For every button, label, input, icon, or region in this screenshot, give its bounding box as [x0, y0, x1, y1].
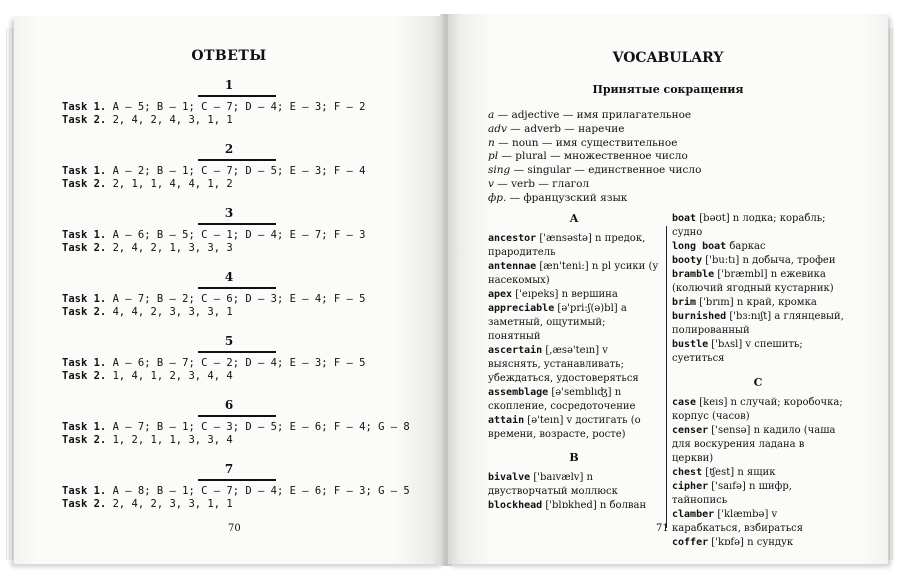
definition: [keıs] n случай; коробочка; корпус (часов) [672, 397, 843, 422]
abbreviation: sing [488, 164, 511, 177]
task-1-answer [62, 229, 365, 241]
abbreviation-item [488, 178, 589, 190]
task-answer-text: A — 7; B — 2; C — 6; D — 3; E — 4; F — 5 [106, 293, 366, 305]
headword: antennae [488, 261, 537, 272]
abbreviation: фр. [488, 191, 507, 204]
vocab-column-1 [488, 212, 660, 513]
right-page [448, 14, 888, 564]
abbreviation: adv [488, 122, 507, 135]
left-page [14, 16, 444, 564]
vocab-entry [672, 296, 844, 310]
vocab-entry [488, 471, 660, 499]
abbreviation-item [488, 109, 691, 121]
definition: ['klæmbə] v карабкаться, взбираться [672, 509, 804, 534]
vocab-column-2 [672, 212, 844, 550]
headword: assemblage [488, 387, 549, 398]
definition: ['sensə] n кадило (чаша для воскурения ладана в церкви) [672, 425, 836, 464]
task-label: Task 1. [62, 165, 107, 177]
page-number: 70 [228, 523, 241, 534]
definition: [æn'teni:] n pl усики (у насекомых) [488, 261, 659, 286]
headword: clamber [672, 509, 715, 520]
section-number: 4 [224, 270, 234, 284]
task-label: Task 2. [62, 498, 107, 510]
headword: long boat [672, 241, 727, 252]
section-number: 6 [224, 398, 234, 412]
page-number: 71 [656, 523, 669, 534]
abbreviation-item [488, 192, 627, 204]
section-rule [198, 479, 276, 481]
task-2-answer [62, 242, 233, 254]
vocab-entry [672, 268, 844, 296]
section-rule [198, 351, 276, 353]
headword: case [672, 397, 697, 408]
definition: [ə'pri:ʃ(ə)bl] a заметный, ощутимый; понятный [488, 303, 627, 342]
definition: [ə'semblıʤ] n скопление, сосредоточение [488, 387, 636, 412]
abbreviations-heading: Принятые сокращения [592, 83, 744, 96]
task-label: Task 2. [62, 434, 107, 446]
task-2-answer [62, 306, 233, 318]
task-label: Task 1. [62, 229, 107, 241]
vocab-entry [488, 386, 660, 414]
definition: ['saıfə] n шифр, тайнопись [672, 481, 792, 506]
abbreviation-item [488, 123, 625, 135]
abbreviation: a [488, 109, 495, 121]
task-answer-text: 1, 2, 1, 1, 3, 3, 4 [106, 434, 233, 446]
definition: [ə'teın] v достигать (о времени, возрасте, росте) [488, 415, 641, 440]
definition: ['brım] n край, кромка [696, 297, 817, 308]
definition: [,æsə'teın] v выяснять, устанавливать; убеждаться, удостоверяться [488, 345, 639, 384]
abbreviation-meaning: — adverb — наречие [506, 122, 625, 135]
task-1-answer [62, 165, 365, 177]
task-1-answer [62, 485, 410, 497]
task-label: Task 2. [62, 114, 107, 126]
task-1-answer [62, 421, 410, 433]
abbreviation-meaning: — noun — имя существительное [494, 136, 678, 149]
task-2-answer [62, 370, 233, 382]
page-title: ОТВЕТЫ [191, 48, 267, 64]
task-answer-text: 1, 4, 1, 2, 3, 4, 4 [106, 370, 233, 382]
task-1-answer [62, 293, 365, 305]
vocab-entry [488, 302, 660, 344]
section-number: 3 [224, 206, 234, 220]
headword: ascertain [488, 345, 543, 356]
task-2-answer [62, 178, 233, 190]
task-2-answer [62, 498, 233, 510]
letter-heading-c: C [753, 376, 763, 389]
definition: ['kɒfə] n сундук [708, 537, 794, 548]
vocab-entry [672, 480, 844, 508]
section-number: 7 [224, 462, 234, 476]
task-label: Task 1. [62, 101, 107, 113]
abbreviation-meaning: — французский язык [506, 191, 628, 204]
vocab-entry [672, 240, 844, 254]
headword: brim [672, 297, 697, 308]
task-label: Task 2. [62, 306, 107, 318]
definition: ['baıvælv] n двустворчатый моллюск [488, 472, 618, 497]
abbreviation-meaning: — verb — глагол [493, 178, 590, 190]
headword: bivalve [488, 472, 531, 483]
vocab-entry [488, 288, 660, 302]
headword: apex [488, 289, 513, 300]
abbreviation-meaning: — plural — множественное число [498, 150, 688, 163]
abbreviation-item [488, 137, 677, 149]
vocab-entry [488, 344, 660, 386]
vocab-entry [672, 536, 844, 550]
vocab-entry [672, 254, 844, 268]
section-number: 5 [224, 334, 234, 348]
section-number: 1 [224, 78, 234, 92]
abbreviation-item [488, 150, 688, 162]
headword: burnished [672, 311, 727, 322]
vocab-entry [672, 508, 844, 536]
headword: bustle [672, 339, 709, 350]
task-label: Task 2. [62, 178, 107, 190]
task-answer-text: A — 6; B — 5; C — 1; D — 4; E — 7; F — 3 [106, 229, 366, 241]
definition: ['blɒkhed] n болван [542, 500, 647, 511]
task-label: Task 1. [62, 485, 107, 497]
definition: ['bræmbl] n ежевика (колючий ягодный кустарник) [672, 269, 834, 294]
headword: chest [672, 467, 703, 478]
column-divider [666, 226, 667, 528]
section-rule [198, 223, 276, 225]
headword: censer [672, 425, 709, 436]
vocab-entry [672, 396, 844, 424]
task-label: Task 1. [62, 357, 107, 369]
section-rule [198, 95, 276, 97]
vocab-entry [672, 310, 844, 338]
definition: ['bʌsl] v спешить; суетиться [672, 339, 803, 364]
task-answer-text: A — 6; B — 7; C — 2; D — 4; E — 3; F — 5 [106, 357, 366, 369]
task-answer-text: 2, 4, 2, 3, 3, 1, 1 [106, 498, 233, 510]
task-answer-text: 2, 4, 2, 1, 3, 3, 3 [106, 242, 233, 254]
headword: cipher [672, 481, 709, 492]
definition: ['eıpeks] n вершина [512, 289, 618, 300]
vocab-entry [672, 424, 844, 466]
headword: attain [488, 415, 525, 426]
task-label: Task 2. [62, 370, 107, 382]
task-answer-text: A — 8; B — 1; C — 7; D — 4; E — 6; F — 3; G — 5 [106, 485, 410, 497]
headword: boat [672, 213, 697, 224]
abbreviation: pl [488, 150, 499, 163]
definition: [ʧest] n ящик [702, 467, 776, 478]
vocab-entry [488, 414, 660, 442]
headword: appreciable [488, 303, 555, 314]
section-rule [198, 287, 276, 289]
definition: ['bɜ:nıʃt] a глянцевый, полированный [672, 311, 844, 336]
definition: [bəʊt] n лодка; корабль; судно [672, 213, 826, 238]
vocabulary-title: VOCABULARY [612, 50, 724, 66]
definition: баркас [726, 241, 766, 252]
task-label: Task 1. [62, 421, 107, 433]
abbreviation-meaning: — singular — единственное число [510, 164, 702, 177]
vocab-entry [672, 212, 844, 240]
definition: ['ænsəstə] n предок, прародитель [488, 233, 646, 258]
task-answer-text: A — 5; B — 1; C — 7; D — 4; E — 3; F — 2 [106, 101, 366, 113]
headword: blockhead [488, 500, 543, 511]
task-1-answer [62, 101, 365, 113]
headword: coffer [672, 537, 709, 548]
task-answer-text: 4, 4, 2, 3, 3, 3, 1 [106, 306, 233, 318]
abbreviation-meaning: — adjective — имя прилагательное [494, 109, 692, 121]
definition: ['bu:tı] n добыча, трофеи [702, 255, 836, 266]
abbreviation-item [488, 164, 701, 176]
headword: bramble [672, 269, 715, 280]
task-2-answer [62, 434, 233, 446]
vocab-entry [488, 260, 660, 288]
task-label: Task 1. [62, 293, 107, 305]
task-answer-text: 2, 4, 2, 4, 3, 1, 1 [106, 114, 233, 126]
task-answer-text: A — 2; B — 1; C — 7; D — 5; E — 3; F — 4 [106, 165, 366, 177]
task-1-answer [62, 357, 365, 369]
abbreviation: v [488, 178, 494, 190]
letter-heading-a: A [569, 212, 579, 225]
vocab-entry [488, 232, 660, 260]
task-answer-text: 2, 1, 1, 4, 4, 1, 2 [106, 178, 233, 190]
vocab-entry [488, 499, 660, 513]
vocab-entry [672, 466, 844, 480]
headword: booty [672, 255, 703, 266]
section-number: 2 [224, 142, 234, 156]
section-rule [198, 415, 276, 417]
abbreviation: n [488, 136, 495, 149]
letter-heading-b: B [569, 451, 579, 464]
task-answer-text: A — 7; B — 1; C — 3; D — 5; E — 6; F — 4; G — 8 [106, 421, 410, 433]
section-rule [198, 159, 276, 161]
task-label: Task 2. [62, 242, 107, 254]
task-2-answer [62, 114, 233, 126]
vocab-entry [672, 338, 844, 366]
headword: ancestor [488, 233, 537, 244]
